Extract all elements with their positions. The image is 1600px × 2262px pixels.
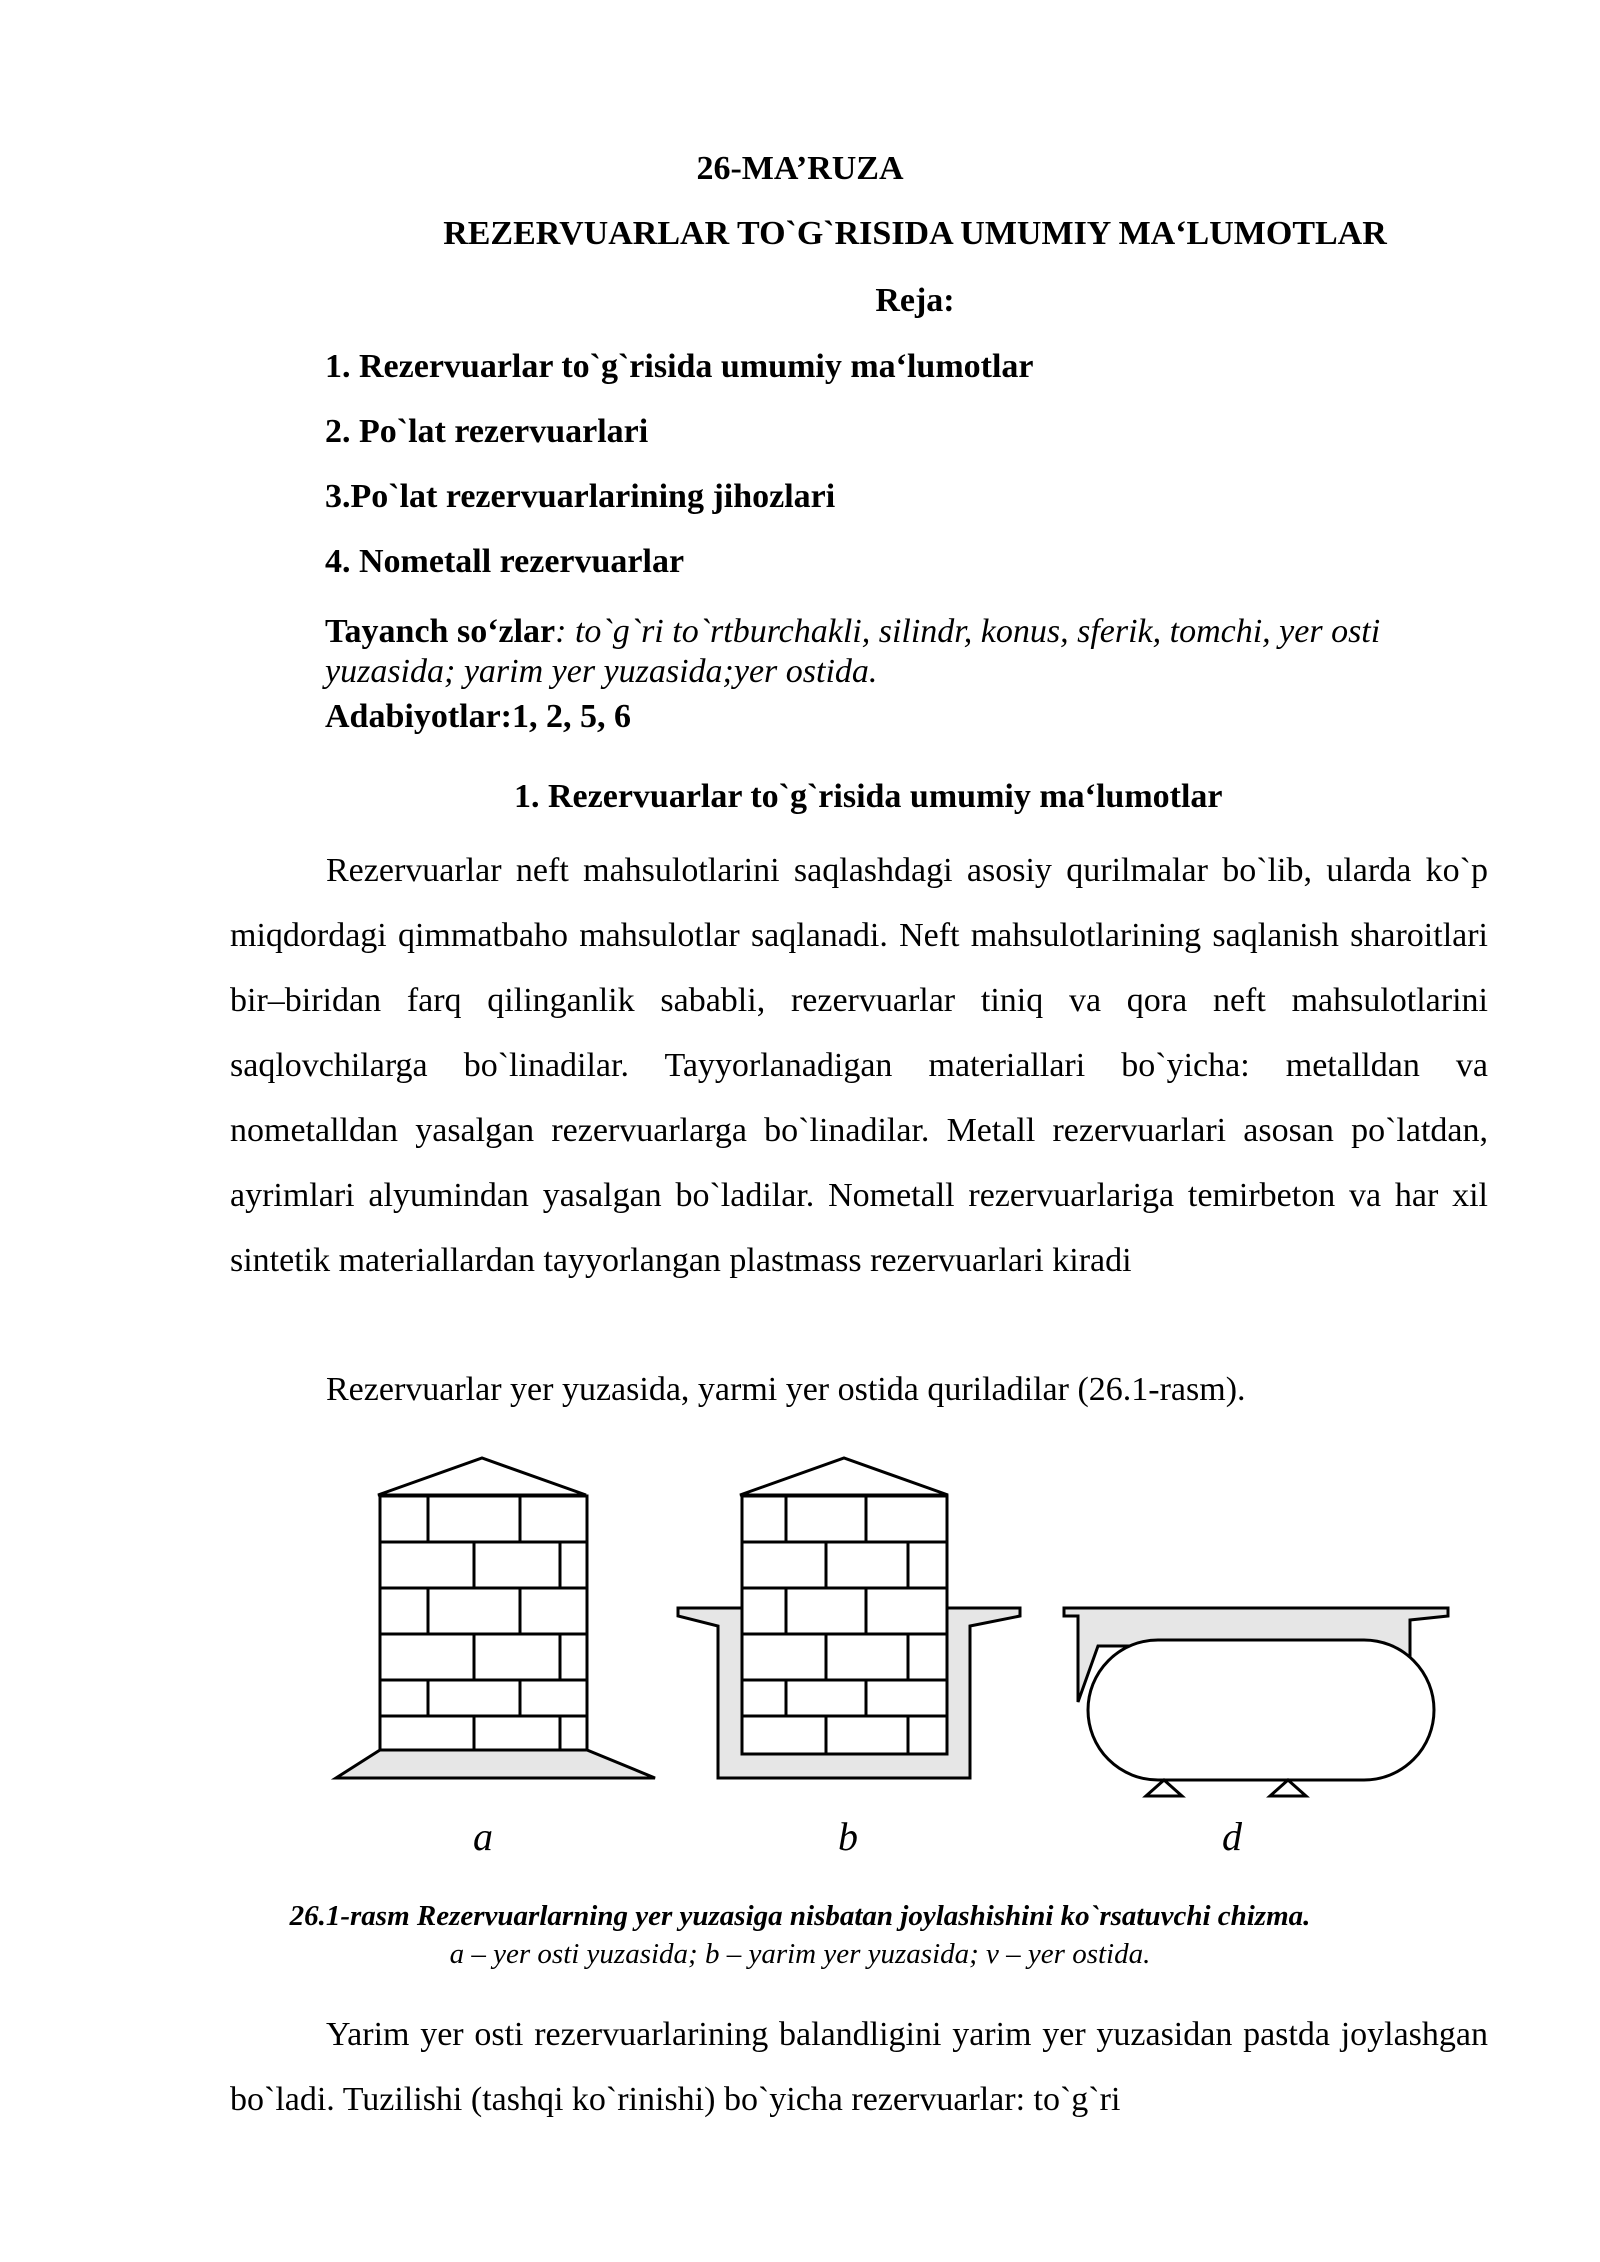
figure-label-a: a — [473, 1814, 493, 1859]
paragraph — [230, 838, 1488, 1293]
figure-label-d: d — [1222, 1814, 1242, 1859]
keywords-label: Tayanch so‘zlar — [325, 613, 556, 650]
paragraph — [230, 1357, 1488, 1422]
tank-d-underground — [1064, 1608, 1448, 1796]
tank-a-ground-level — [336, 1458, 655, 1778]
figure-26-1 — [0, 1440, 1600, 1880]
paragraph-text: Rezervuarlar yer yuzasida, yarmi yer ostida quriladilar (26.1-rasm). — [326, 1371, 1246, 1408]
plan-item: 3.Po`lat rezervuarlarining jihozlari — [325, 478, 836, 515]
literature: Adabiyotlar:1, 2, 5, 6 — [325, 698, 631, 735]
tank-b-half-buried — [678, 1458, 1020, 1778]
plan-item: 2. Po`lat rezervuarlari — [325, 413, 649, 450]
lecture-title: REZERVUARLAR TO`G`RISIDA UMUMIY MA‘LUMOTLAR — [443, 215, 1387, 252]
keywords — [325, 612, 1455, 692]
plan-item: 4. Nometall rezervuarlar — [325, 543, 685, 580]
paragraph-text: Rezervuarlar neft mahsulotlarini saqlashdagi asosiy qurilmalar bo`lib, ularda ko`p miqdordagi qimmatbaho mahsulotlar saqlanadi. Neft mahsulotlarining saqlanish sharoitlari bir–biridan farq qilinganlik sababli, rezervuarlar tiniq va qora neft mahsulotlarini saqlovchilarga bo`linadilar. Tayyorlanadigan materiallari bo`yicha: metalldan va nometalldan yasalgan rezervuarlarga bo`linadilar. Metall rezervuarlari asosan po`latdan, ayrimlari alyumindan yasalgan bo`ladilar. Nometall rezervuarlariga temirbeton va har xil sintetik materiallardan tayyorlangan plastmass rezervuarlari kiradi — [230, 852, 1488, 1279]
figure-caption-legend: a – yer osti yuzasida; b – yarim yer yuzasida; v – yer ostida. — [449, 1938, 1151, 1970]
figure-label-b: b — [838, 1814, 858, 1859]
section-title: 1. Rezervuarlar to`g`risida umumiy ma‘lumotlar — [514, 778, 1223, 815]
plan-heading: Reja: — [875, 282, 955, 319]
plan-item: 1. Rezervuarlar to`g`risida umumiy ma‘lumotlar — [325, 348, 1034, 385]
lecture-number: 26-MA’RUZA — [696, 150, 904, 187]
figure-caption: 26.1-rasm Rezervuarlarning yer yuzasiga nisbatan joylashishini ko`rsatuvchi chizma. — [289, 1900, 1311, 1932]
paragraph-text: Yarim yer osti rezervuarlarining balandligini yarim yer yuzasidan pastda joylashgan bo`ladi. Tuzilishi (tashqi ko`rinishi) bo`yicha rezervuarlar: to`g`ri — [230, 2016, 1488, 2118]
keywords-text: : to`g`ri to`rtburchakli, silindr, konus, sferik, tomchi, yer osti yuzasida; yarim yer yuzasida;yer ostida. — [325, 613, 1381, 690]
paragraph — [230, 2002, 1488, 2132]
